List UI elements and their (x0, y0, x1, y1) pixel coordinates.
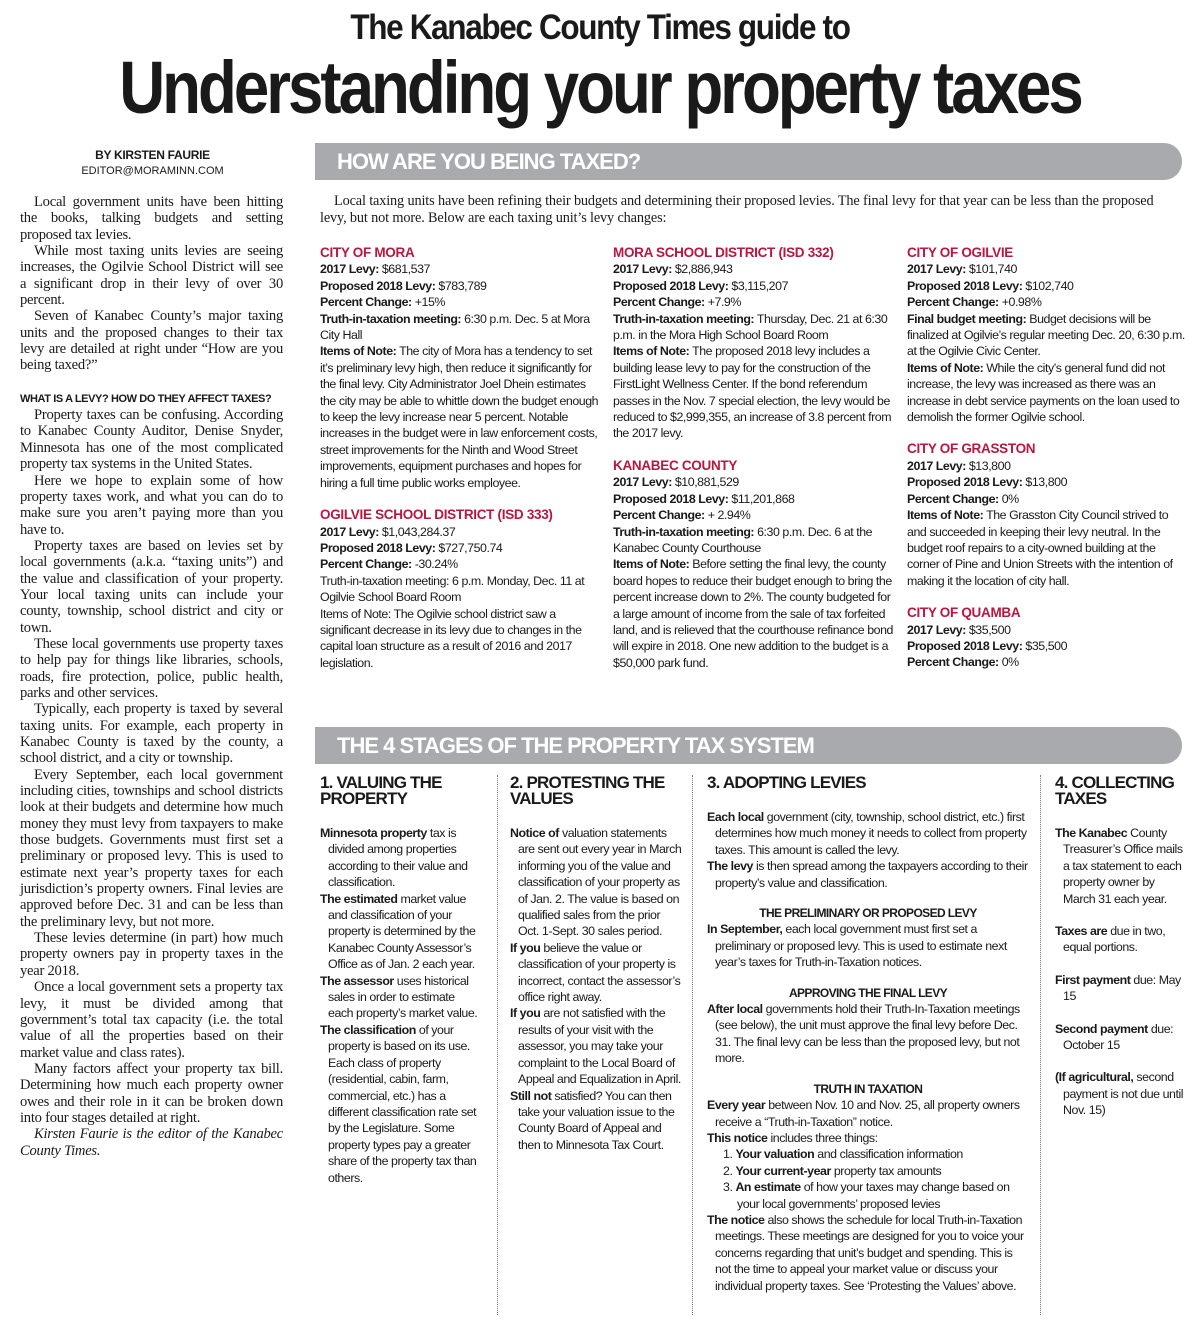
kicker: The Kanabec County Times guide to (350, 8, 850, 47)
field-label: Proposed 2018 Levy: (613, 278, 729, 293)
list-item (707, 1163, 1029, 1179)
unit-field (907, 294, 1189, 310)
lead-in: Minnesota property (320, 826, 427, 840)
stage-paragraph (320, 973, 480, 1022)
stage-column (320, 775, 480, 1186)
unit-name: CITY OF QUAMBA (907, 605, 1021, 621)
field-value: 0% (998, 491, 1019, 506)
unit-field (907, 491, 1189, 507)
field-label: Truth-in-taxation meeting: (320, 311, 462, 326)
lead-in: The notice (707, 1212, 765, 1227)
divider (497, 775, 498, 1315)
stage-title: 2. PROTESTING THE VALUES (510, 773, 665, 808)
field-label: 2017 Levy: (907, 458, 966, 473)
divider (692, 775, 693, 1315)
paragraph-text: satisfied? You can then take your valuation issue to the County Board of Appeal and then to Minnesota Tax Court. (518, 1088, 675, 1152)
paragraph-text: includes three things: (767, 1130, 878, 1145)
stage-subheading: APPROVING THE FINAL LEVY (788, 985, 948, 1000)
lead-in: The estimated (320, 891, 398, 906)
field-label: Proposed 2018 Levy: (907, 638, 1023, 653)
paragraph-text: market value and classification of your property is determined by the Kanabec County Assessor’s Office as of Jan. 2 each year. (328, 891, 476, 972)
field-label: Percent Change: (320, 557, 412, 572)
paragraph-text: each local government must first set a preliminary or proposed levy. This is used to estimate next year’s taxes for Truth-in-Taxation notices. (715, 922, 1007, 970)
stage-paragraph (510, 1005, 682, 1087)
field-value: $13,800 (965, 458, 1011, 473)
lead-in: Second payment (1055, 1021, 1148, 1036)
taxing-unit (907, 441, 1189, 589)
paragraph-text: due: October 15 (1063, 1021, 1174, 1053)
section-banner-taxed: HOW ARE YOU BEING TAXED? (315, 143, 1182, 180)
field-label: Proposed 2018 Levy: (320, 278, 436, 293)
unit-field (907, 458, 1189, 474)
field-value: $681,537 (378, 262, 430, 277)
unit-column (613, 245, 895, 687)
article-paragraph: While most taxing units levies are seeing increases, the Ogilvie School District will see a significant drop in their levy of over 30 percent. (20, 243, 283, 309)
paragraph-text: is then spread among the taxpayers according to their property’s value and classification. (715, 859, 1028, 890)
taxing-unit (907, 245, 1189, 425)
stage-paragraph (707, 858, 1029, 891)
unit-field (320, 524, 602, 540)
field-value: $13,800 (1022, 475, 1068, 490)
field-label: Final budget meeting: (907, 311, 1027, 326)
unit-name: OGILVIE SCHOOL DISTRICT (ISD 333) (320, 507, 553, 523)
article-paragraph: Property taxes can be confusing. According to Kanabec County Auditor, Denise Snyder, Minnesota has one of the most complicated property tax systems in the United States. (20, 407, 283, 473)
unit-field (320, 261, 602, 277)
unit-field (613, 491, 895, 507)
taxing-unit (613, 458, 895, 671)
taxing-unit (320, 507, 602, 671)
field-label: 2017 Levy: (907, 262, 966, 277)
lead-in: An estimate (735, 1180, 801, 1195)
field-value: $102,740 (1022, 278, 1074, 293)
unit-field (613, 278, 895, 294)
field-label: Percent Change: (907, 655, 999, 670)
lead-in: If you (510, 1006, 541, 1021)
lead-in: The Kanabec (1055, 826, 1128, 840)
field-value: While the city’s general fund did not increase, the levy was increased as there was an increase in debt service payments on the loan used to demolish the former Ogilvie school. (907, 360, 1180, 425)
unit-field (613, 343, 895, 441)
stage-paragraph (1055, 972, 1185, 1005)
field-value: $783,789 (435, 278, 487, 293)
field-value: $1,043,284.37 (378, 524, 456, 539)
stage-paragraph (707, 1001, 1029, 1067)
lead-in: Your current-year (735, 1163, 831, 1178)
lead-in: The levy (707, 859, 753, 874)
unit-field (907, 474, 1189, 490)
unit-field (613, 294, 895, 310)
list-number: 1. (723, 1147, 733, 1162)
unit-field (320, 311, 602, 344)
lead-in: Each local (707, 810, 764, 824)
paragraph-text: are not satisfied with the results of your visit with the assessor, you may take your complaint to the Local Board of Appeal and Equalization in April. (518, 1006, 681, 1087)
field-value: 0% (998, 655, 1019, 670)
field-label: Percent Change: (907, 491, 999, 506)
list-item (707, 1146, 1029, 1162)
unit-field (907, 622, 1189, 638)
field-value: Thursday, Dec. 21 at 6:30 p.m. in the Mora High School Board Room (613, 311, 888, 343)
unit-field (320, 556, 602, 572)
lead-in: (If agricultural, (1055, 1070, 1134, 1085)
article-paragraph: Here we hope to explain some of how property taxes work, and what you can do to make sure you aren’t paying more than you have to. (20, 472, 283, 538)
lead-in: Every year (707, 1098, 766, 1113)
stage-paragraph (510, 825, 682, 940)
field-value: $11,201,868 (728, 491, 795, 506)
stage-title: 3. ADOPTING LEVIES (707, 773, 866, 792)
unit-name: MORA SCHOOL DISTRICT (ISD 332) (613, 245, 834, 260)
article-paragraph: These levies determine (in part) how much property owners pay in property taxes in the year 2018. (20, 930, 283, 979)
article-paragraph: These local governments use property taxes to help pay for things like libraries, schools, roads, fire protection, police, public health, parks and other services. (20, 635, 283, 701)
unit-field (907, 507, 1189, 589)
field-label: 2017 Levy: (613, 475, 672, 490)
field-label: Proposed 2018 Levy: (613, 491, 729, 506)
lead-in: The assessor (320, 973, 394, 988)
field-value: + 2.94% (704, 508, 751, 523)
field-label: 2017 Levy: (907, 622, 966, 637)
unit-field (613, 556, 895, 671)
stage-paragraph (1055, 1069, 1185, 1118)
field-value: +0.98% (998, 295, 1042, 310)
stage-title: 4. COLLECTING TAXES (1055, 773, 1174, 808)
lead-in: Taxes are (1055, 924, 1108, 939)
stage-paragraph (707, 1212, 1029, 1294)
field-label: 2017 Levy: (320, 262, 379, 277)
subheading: WHAT IS A LEVY? HOW DO THEY AFFECT TAXES? (20, 392, 272, 405)
section-banner-stages: THE 4 STAGES OF THE PROPERTY TAX SYSTEM (315, 727, 1182, 764)
lead-in: The classification (320, 1022, 416, 1037)
list-number: 3. (723, 1180, 733, 1195)
unit-field (907, 278, 1189, 294)
field-label: Truth-in-taxation meeting: (613, 311, 755, 326)
unit-column (320, 245, 602, 687)
stage-column (707, 775, 1029, 1294)
field-label: Percent Change: (613, 295, 705, 310)
article-paragraph: Many factors affect your property tax bill. Determining how much each property owner owes and their role in it can be broken down into four stages detailed at right. (20, 1060, 283, 1126)
byline-author: BY KIRSTEN FAURIE (95, 148, 210, 162)
paragraph-text: due: May 15 (1063, 972, 1181, 1004)
field-value: -30.24% (411, 557, 458, 572)
article-paragraph: Typically, each property is taxed by several taxing units. For example, each property in Kanabec County is taxed by the county, a school district, and a city or township. (20, 701, 283, 767)
field-label: 2017 Levy: (320, 524, 379, 539)
field-value: +15% (411, 295, 445, 310)
unit-field (907, 311, 1189, 360)
headline: Understanding your property taxes (119, 46, 1081, 129)
paragraph-text: valuation statements are sent out every year in March informing you of the value and classification of your property as of Jan. 2. The value is based on qualified sales from the prior Oct. 1-Sept. 30 sales period. (518, 826, 682, 939)
article-paragraph: Kirsten Faurie is the editor of the Kanabec County Times. (20, 1126, 283, 1159)
field-value: 6:30 p.m. Dec. 6 at the Kanabec County Courthouse (613, 524, 873, 555)
taxing-unit (907, 605, 1189, 671)
byline (20, 148, 285, 179)
field-label: Items of Note: (613, 557, 690, 572)
field-label: 2017 Levy: (613, 262, 672, 277)
paragraph-text: and classification information (814, 1147, 963, 1162)
field-value: Budget decisions will be finalized at Ogilvie’s regular meeting Dec. 20, 6:30 p.m. at the Ogilvie Civic Center. (907, 311, 1185, 359)
field-value: $101,740 (965, 262, 1017, 277)
paragraph-text: due in two, equal portions. (1063, 924, 1166, 955)
paragraph-text: County Treasurer’s Office mails a tax statement to each property owner by March 31 each year. (1063, 826, 1183, 906)
article-paragraph: Seven of Kanabec County’s major taxing units and the proposed changes to their tax levy are detailed at right under “How are you being taxed?” (20, 308, 283, 374)
field-value: $35,500 (965, 622, 1011, 637)
unit-field (320, 573, 602, 606)
field-value: +7.9% (704, 295, 741, 310)
stage-paragraph (1055, 1021, 1185, 1054)
lead-in: In September, (707, 922, 783, 937)
article-paragraph: Once a local government sets a property tax levy, it must be divided among that government’s total tax capacity (i.e. the total value of all the properties based on their market value and class rates). (20, 979, 283, 1061)
stage-paragraph (707, 1097, 1029, 1130)
article-paragraph: Every September, each local government including cities, townships and school districts look at their budgets and determine how much money they must levy from taxpayers to make those budgets. Governments must first set a preliminary or proposed levy. This is used to estimate next year’s property taxes for each jurisdiction’s property owners. Final levies are approved before Dec. 31 and can be less than the preliminary levy, but not more. (20, 766, 283, 930)
unit-field (613, 507, 895, 523)
stage-subheading: TRUTH IN TAXATION (813, 1081, 923, 1096)
field-value: 6:30 p.m. Dec. 5 at Mora City Hall (320, 311, 590, 343)
field-value: $35,500 (1022, 638, 1068, 653)
taxed-intro: Local taxing units have been refining their budgets and determining their proposed levies. The final levy for that year can be less than the proposed levy, but not more. Below are each taxing unit’s levy changes: (320, 193, 1154, 226)
stage-column (1055, 775, 1185, 1119)
taxing-unit (613, 245, 895, 442)
taxing-unit (320, 245, 602, 491)
unit-field (613, 261, 895, 277)
article-paragraph: Local government units have been hitting the books, talking budgets and setting proposed tax levies. (20, 194, 283, 243)
paragraph-text: of your property is based on its use. Each class of property (residential, cabin, farm, commercial, etc.) has a different classification rate set by the Legislature. Some property types pay a greater share of the property tax than others. (328, 1022, 477, 1185)
paragraph-text: property tax amounts (830, 1163, 942, 1178)
stage-paragraph (510, 940, 682, 1006)
stage-paragraph (320, 1022, 480, 1186)
lead-in: First payment (1055, 972, 1131, 987)
field-label: Proposed 2018 Levy: (907, 278, 1023, 293)
field-label: Percent Change: (907, 295, 999, 310)
stage-paragraph (1055, 923, 1185, 956)
field-label: Percent Change: (613, 508, 705, 523)
field-value: Before setting the final levy, the county board hopes to reduce their budget enough to bring the percent increase down to 2%. The county budgeted for a large amount of income from the sale of tax forfeited land, and is relieved that the courthouse refinance bond will expire in 2018. One new addition to the budget is a $50,000 park fund. (613, 557, 893, 670)
byline-email: EDITOR@MORAMINN.COM (81, 165, 224, 177)
field-value: The proposed 2018 levy includes a building lease levy to pay for the construction of the FirstLight Wellness Center. If the bond referendum passes in the Nov. 7 special election, the levy would be reduced to $2,999,355, an increase of 3.8 percent from the 2017 levy. (613, 344, 892, 441)
unit-field (907, 261, 1189, 277)
field-label: Proposed 2018 Levy: (320, 540, 436, 555)
stage-paragraph (320, 825, 480, 891)
divider (1040, 775, 1041, 1315)
stage-paragraph (707, 809, 1029, 858)
unit-column (907, 245, 1189, 687)
unit-field (320, 278, 602, 294)
lead-in: After local (707, 1002, 763, 1017)
field-value: $727,750.74 (435, 540, 503, 555)
unit-field (320, 343, 602, 491)
lead-in: Still not (510, 1088, 552, 1103)
paragraph-text: government (city, township, school district, etc.) first determines how much money it needs to collect from property taxes. This amount is called the levy. (715, 810, 1027, 857)
main-article (20, 194, 283, 1159)
unit-name: CITY OF OGILVIE (907, 245, 1014, 260)
field-label: Items of Note: (907, 360, 984, 375)
stage-paragraph (707, 1130, 1029, 1146)
unit-name: CITY OF GRASSTON (907, 441, 1036, 457)
stage-title: 1. VALUING THE PROPERTY (320, 773, 442, 808)
stage-paragraph (320, 891, 480, 973)
article-paragraph: Property taxes are based on levies set by local governments (a.k.a. “taxing units”) and the value and classification of your property. Your local taxing units can include your county, township, school district and city or town. (20, 537, 283, 636)
field-value: $10,881,529 (671, 475, 739, 490)
lead-in: If you (510, 940, 541, 955)
paragraph-text: governments hold their Truth-In-Taxation meetings (see below), the unit must approve the final levy before Dec. 31. The final levy can be less than the proposed levy, but not more. (715, 1002, 1020, 1066)
paragraph-text: also shows the schedule for local Truth-in-Taxation meetings. These meetings are designed for you to voice your concerns regarding that unit’s budget and spending. This is not the time to appeal your market value or discuss your individual property taxes. See ‘Protesting the Values’ above. (715, 1212, 1024, 1293)
stage-paragraph (707, 921, 1029, 970)
unit-field (320, 606, 602, 672)
unit-name: KANABEC COUNTY (613, 457, 738, 473)
field-value: Truth-in-taxation meeting: 6 p.m. Monday, Dec. 11 at Ogilvie School Board Room (320, 573, 585, 605)
field-label: Proposed 2018 Levy: (907, 475, 1023, 490)
stage-paragraph (1055, 825, 1185, 907)
unit-field (320, 540, 602, 556)
paragraph-text: second payment is not due until Nov. 15) (1063, 1070, 1184, 1118)
lead-in: This notice (707, 1130, 768, 1145)
paragraph-text: tax is divided among properties according to their value and classification. (328, 826, 468, 890)
unit-field (320, 294, 602, 310)
field-label: Truth-in-taxation meeting: (613, 524, 755, 539)
field-value: $3,115,207 (728, 278, 789, 293)
stage-column (510, 775, 682, 1153)
field-value: $2,886,943 (671, 262, 733, 277)
field-value: Items of Note: The Ogilvie school district saw a significant decrease in its levy due to changes in the capital loan structure as a result of 2016 and 2017 legislation. (320, 606, 582, 670)
stage-paragraph (510, 1088, 682, 1154)
paragraph-text: between Nov. 10 and Nov. 25, all property owners receive a “Truth-in-Taxation” notice. (715, 1098, 1020, 1129)
unit-name: CITY OF MORA (320, 245, 415, 260)
unit-field (907, 654, 1189, 670)
unit-field (907, 360, 1189, 426)
list-item (707, 1179, 1029, 1212)
paragraph-text: uses historical sales in order to estimate each property’s market value. (328, 973, 478, 1021)
unit-field (613, 524, 895, 557)
field-label: Percent Change: (320, 295, 412, 310)
unit-field (613, 311, 895, 344)
field-value: The Grasston City Council strived to and succeeded in keeping their levy neutral. In the budget roof repairs to a city-owned building at the corner of Pine and Union Streets with the intention of making it the location of city hall. (907, 508, 1173, 588)
list-number: 2. (723, 1163, 733, 1178)
unit-field (613, 474, 895, 490)
field-value: The city of Mora has a tendency to set it’s preliminary levy high, then reduce it significantly for the final levy. City Administrator Joel Dhein estimates the city may be able to whittle down the budget enough to keep the levy increase near 5 percent. Notable increases in the budget were in law enforcement costs, street improvements for the Ninth and Wood Street improvements, equipment purchases and hopes for hiring a full time public works employee. (320, 344, 599, 490)
unit-field (907, 638, 1189, 654)
lead-in: Notice of (510, 826, 559, 840)
paragraph-text: believe the value or classification of your property is incorrect, contact the assessor’s office right away. (518, 940, 681, 1005)
stage-subheading: THE PRELIMINARY OR PROPOSED LEVY (759, 906, 977, 921)
field-label: Items of Note: (320, 344, 397, 359)
lead-in: Your valuation (735, 1147, 815, 1162)
field-label: Items of Note: (907, 508, 984, 523)
paragraph-text: of how your taxes may change based on your local governments’ proposed levies (737, 1180, 1010, 1211)
field-label: Items of Note: (613, 344, 690, 359)
